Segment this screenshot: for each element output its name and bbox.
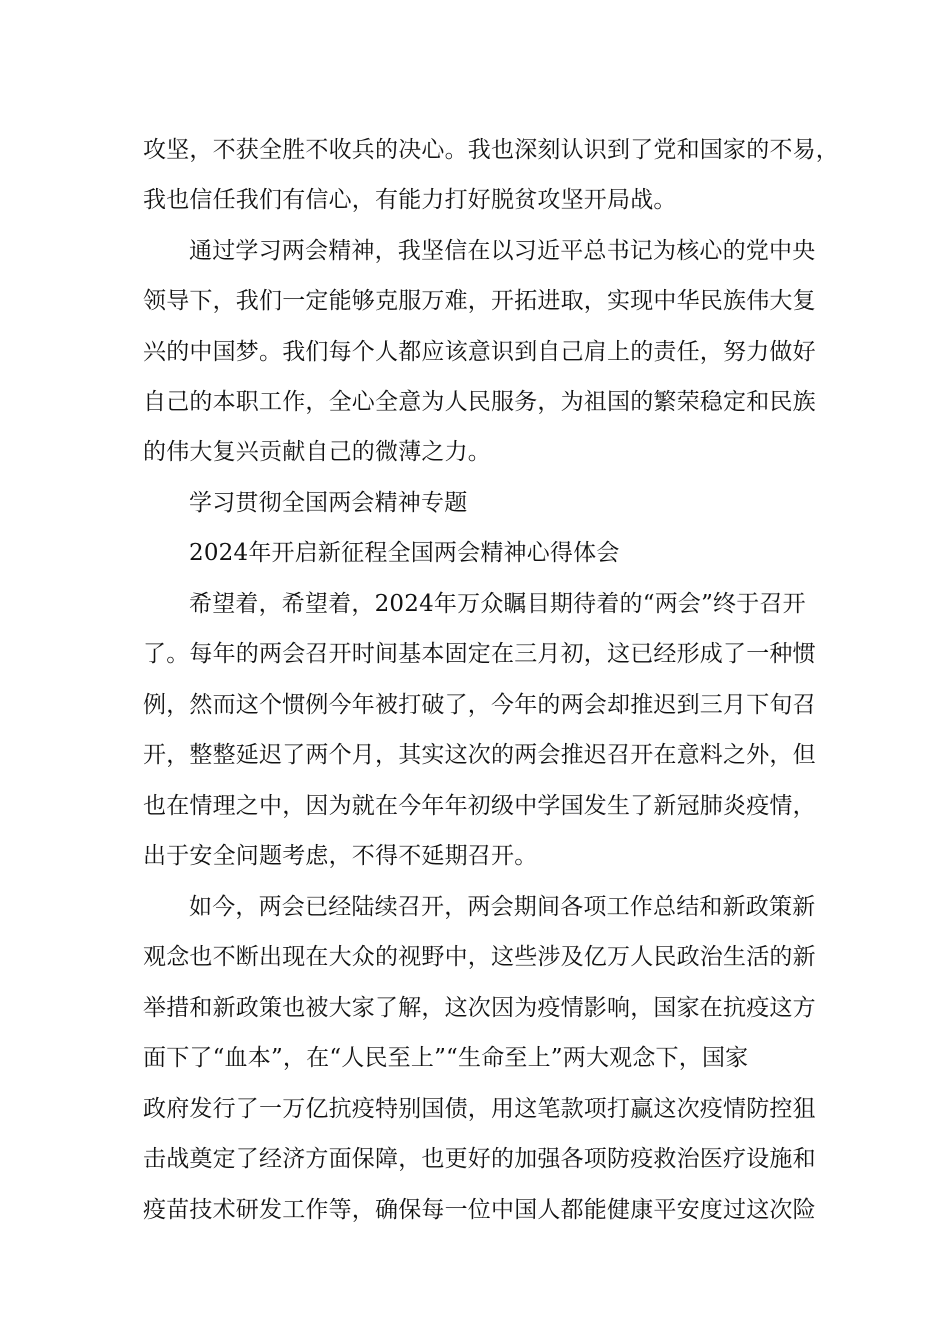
text-line-3: 通过学习两会精神，我坚信在以习近平总书记为核心的党中央	[189, 238, 816, 264]
text-line-17: 观念也不断出现在大众的视野中，这些涉及亿万人民政治生活的新	[143, 944, 816, 970]
text-line-4: 领导下，我们一定能够克服万难，开拓进取，实现中华民族伟大复	[143, 288, 816, 314]
text-line-13: 开，整整延迟了两个月，其实这次的两会推迟召开在意料之外，但	[143, 742, 816, 768]
text-line-11: 了。每年的两会召开时间基本固定在三月初，这已经形成了一种惯	[143, 641, 816, 667]
text-line-16: 如今，两会已经陆续召开，两会期间各项工作总结和新政策新	[189, 894, 816, 920]
text-line-7: 的伟大复兴贡献自己的微薄之力。	[143, 439, 491, 465]
text-line-2: 我也信任我们有信心，有能力打好脱贫攻坚开局战。	[143, 187, 677, 213]
text-line-22: 疫苗技术研发工作等，确保每一位中国人都能健康平安度过这次险	[143, 1197, 816, 1223]
text-line-10: 希望着，希望着，2024年万众瞩目期待着的“两会”终于召开	[189, 591, 806, 617]
text-line-1: 攻坚，不获全胜不收兵的决心。我也深刻认识到了党和国家的不易，	[143, 137, 839, 163]
text-line-14: 也在情理之中，因为就在今年年初级中学国发生了新冠肺炎疫情，	[143, 793, 816, 819]
text-line-15: 出于安全问题考虑，不得不延期召开。	[143, 843, 538, 869]
section-heading-line: 学习贯彻全国两会精神专题	[189, 490, 468, 516]
text-line-21: 击战奠定了经济方面保障，也更好的加强各项防疫救治医疗设施和	[143, 1146, 816, 1172]
text-line-5: 兴的中国梦。我们每个人都应该意识到自己肩上的责任，努力做好	[143, 339, 816, 365]
text-line-18: 举措和新政策也被大家了解，这次因为疫情影响，国家在抗疫这方	[143, 995, 816, 1021]
text-line-20: 政府发行了一万亿抗疫特别国债，用这笔款项打赢这次疫情防控狙	[143, 1096, 816, 1122]
text-line-12: 例，然而这个惯例今年被打破了，今年的两会却推迟到三月下旬召	[143, 692, 816, 718]
text-line-6: 自己的本职工作，全心全意为人民服务，为祖国的繁荣稳定和民族	[143, 389, 816, 415]
text-line-19: 面下了“血本”，在“人民至上”“生命至上”两大观念下，国家	[143, 1045, 749, 1071]
article-title-line: 2024年开启新征程全国两会精神心得体会	[189, 540, 620, 566]
